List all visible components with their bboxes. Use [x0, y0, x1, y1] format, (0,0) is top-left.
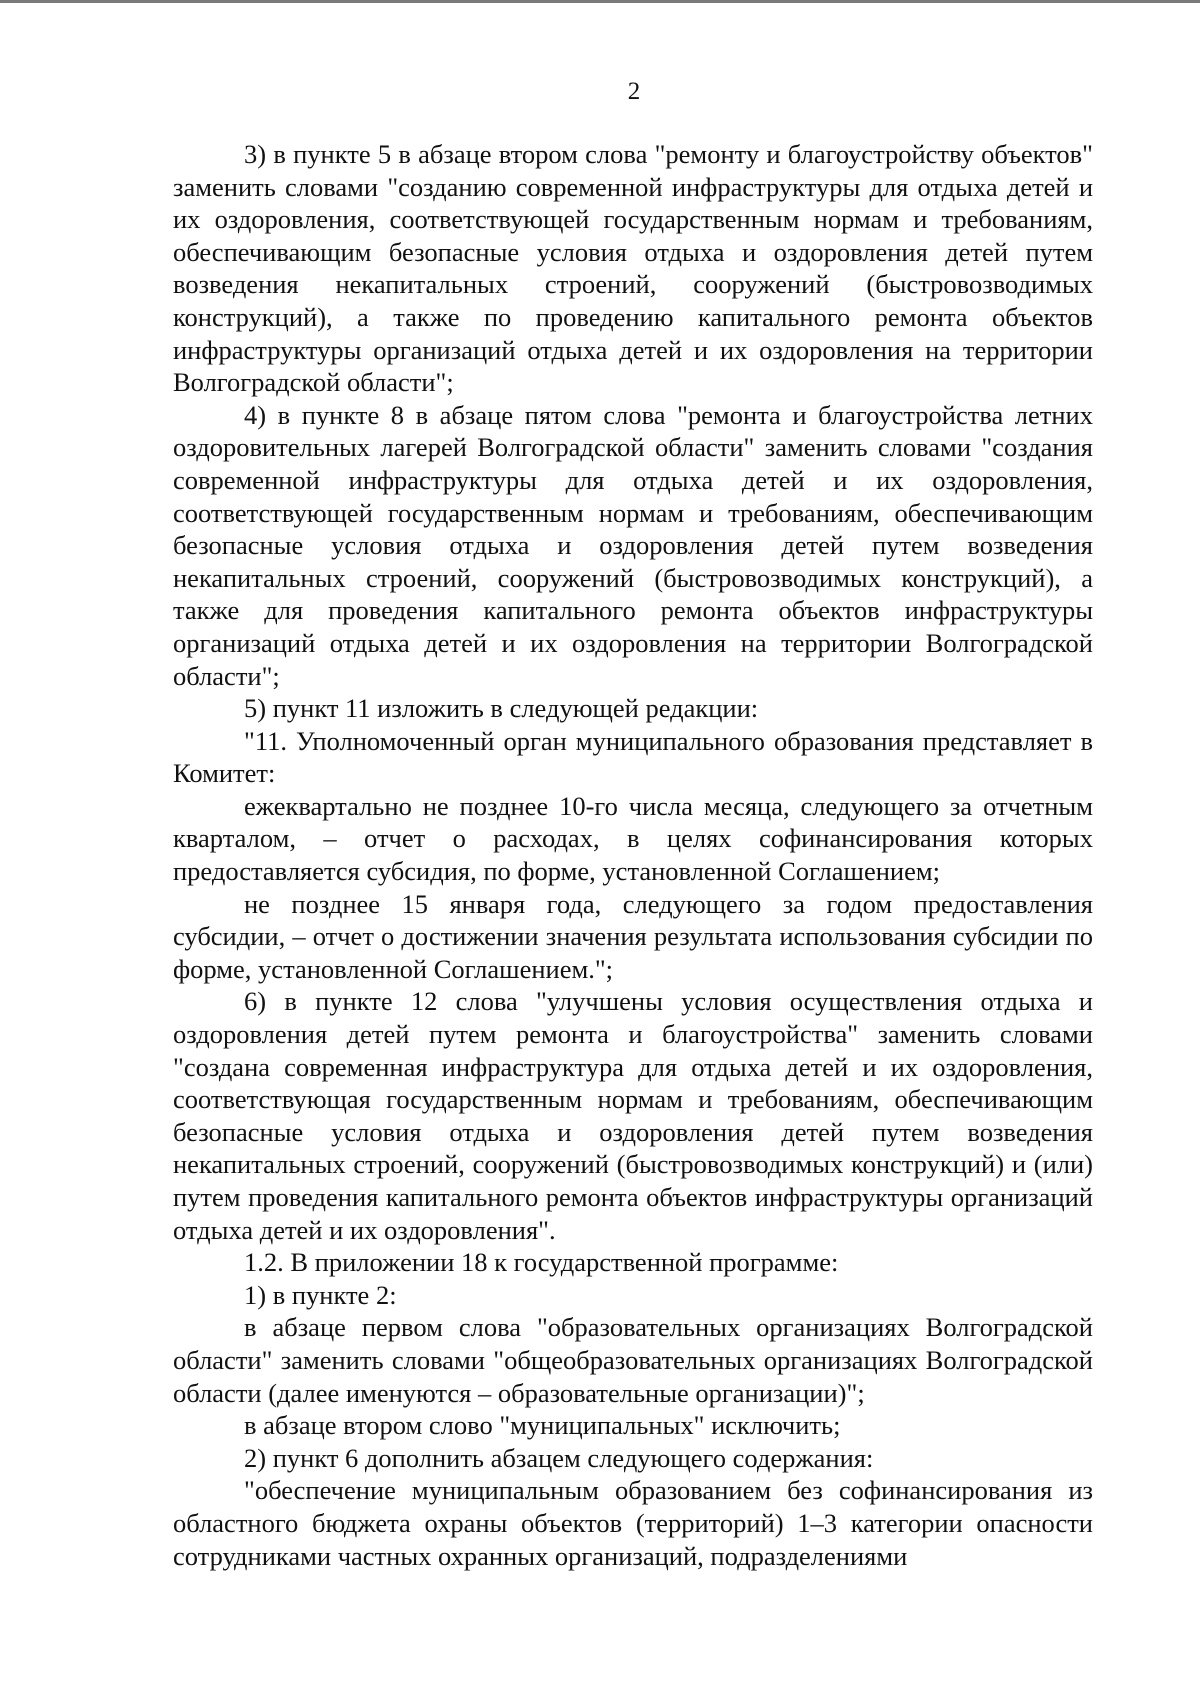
paragraph-quarterly-report: ежеквартально не позднее 10-го числа месяца, следующего за отчетным кварталом, – отчет о расходах, в целях софинансирования которых предоставляется субсидия, по форме, установленной Соглашением; — [173, 790, 1093, 887]
paragraph-sub-item-1: 1) в пункте 2: — [244, 1279, 397, 1310]
paragraph-sub-item-2: 2) пункт 6 дополнить абзацем следующего содержания: — [244, 1442, 874, 1473]
paragraph-item-6: 6) в пункте 12 слова "улучшены условия осуществления отдыха и оздоровления детей путем ремонта и благоустройства" заменить словами "создана современная инфраструктура для отдыха детей и их оздоровления, соответствующая государственным нормам и требованиям, обеспечивающим безопасные условия отдыха и оздоровления детей путем возведения некапитальных строений, сооружений (быстровозводимых конструкций) и (или) путем проведения капитального ремонта объектов инфраструктуры организаций отдыха детей и их оздоровления". — [173, 986, 1093, 1245]
paragraph-item-5: 5) пункт 11 изложить в следующей редакции: — [244, 693, 759, 724]
paragraph-section-1-2: 1.2. В приложении 18 к государственной программе: — [244, 1247, 839, 1278]
scan-edge — [0, 0, 1200, 3]
page-number: 2 — [627, 78, 641, 105]
paragraph-annual-report: не позднее 15 января года, следующего за годом предоставления субсидии, – отчет о достижении значения результата использования субсидии по форме, установленной Соглашением."; — [173, 888, 1093, 984]
paragraph-item-3: 3) в пункте 5 в абзаце втором слова "ремонту и благоустройству объектов" заменить словами "созданию современной инфраструктуры для отдыха детей и их оздоровления, соответствующей государственным нормам и требованиям, обеспечивающим безопасные условия отдыха и оздоровления детей путем возведения некапитальных строений, сооружений (быстровозводимых конструкций), а также по проведению капитального ремонта объектов инфраструктуры организаций отдыха детей и их оздоровления на территории Волгоградской области"; — [173, 139, 1093, 398]
paragraph-second-abzac: в абзаце втором слово "муниципальных" исключить; — [244, 1410, 841, 1441]
paragraph-first-abzac: в абзаце первом слова "образовательных организациях Волгоградской области" заменить словами "общеобразовательных организациях Волгоградской области (далее именуются – образовательные организации)"; — [173, 1312, 1093, 1408]
paragraph-point-11-heading: "11. Уполномоченный орган муниципального образования представляет в Комитет: — [173, 725, 1093, 789]
paragraph-item-4: 4) в пункте 8 в абзаце пятом слова "ремонта и благоустройства летних оздоровительных лагерей Волгоградской области" заменить словами "создания современной инфраструктуры для отдыха детей и их оздоровления, соответствующей государственным нормам и требованиям, обеспечивающим безопасные условия отдыха и оздоровления детей путем возведения некапитальных строений, сооружений (быстровозводимых конструкций), а также для проведения капитального ремонта объектов инфраструктуры организаций отдыха детей и их оздоровления на территории Волгоградской области"; — [173, 399, 1093, 691]
paragraph-security-provision: "обеспечение муниципальным образованием без софинансирования из областного бюджета охраны объектов (территорий) 1–3 категории опасности сотрудниками частных охранных организаций, подразделениями — [173, 1475, 1093, 1571]
document-body — [173, 138, 1093, 1572]
